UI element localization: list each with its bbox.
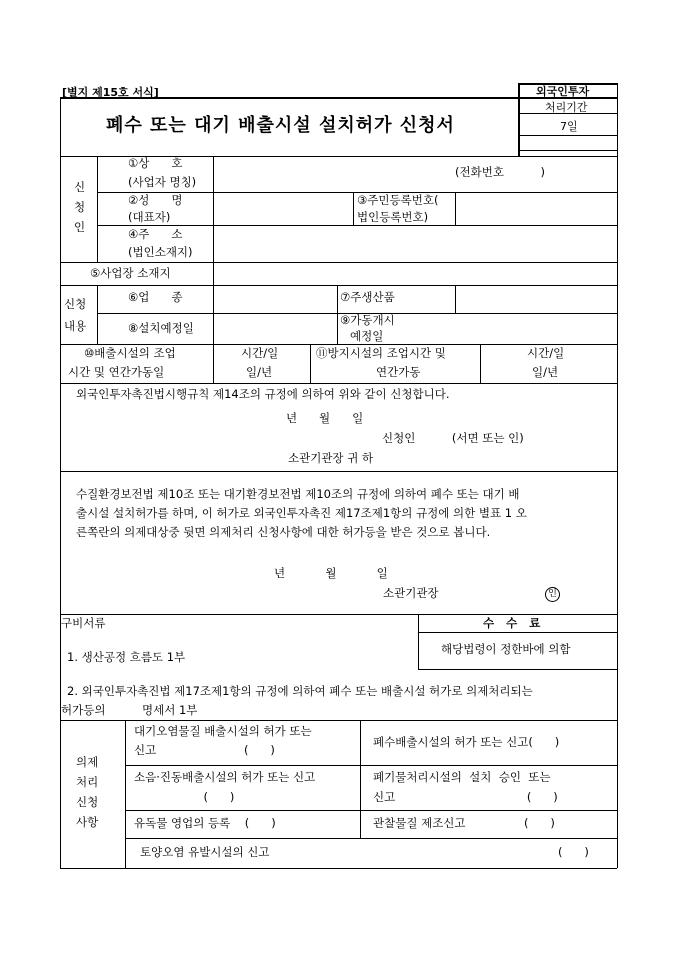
business-name-label: ①상 호 (128, 156, 183, 170)
deemed-soil-pollution-check: ( ) (558, 845, 589, 859)
emission-facility-hours-label: ⑩배출시설의 조업 (84, 346, 176, 360)
main-product-label: ⑦주생산품 (340, 290, 395, 304)
deemed-observation-substance-item: 관찰물질 제조신고 ( ) (373, 816, 555, 830)
deemed-waste-facility-item-cont: 신고 ( ) (373, 790, 558, 804)
document-item-2: 2. 외국인투자촉진법 제17조제1항의 규정에 의하여 폐수 또는 배출시설 허가로 의제처리되는 (67, 684, 533, 698)
approval-text-line: 수질환경보전법 제10조 또는 대기환경보전법 제10조의 규정에 의하여 폐수 또는 대기 배 (76, 487, 520, 501)
document-item-1: 1. 생산공정 흐름도 1부 (67, 650, 186, 664)
required-documents-header: 구비서류 (61, 616, 106, 630)
registration-number-sublabel: 법인등록번호) (357, 210, 429, 224)
official-seal: 인 (545, 587, 560, 602)
deemed-noise-vibration-item-cont: ( ) (134, 790, 235, 804)
declaration-addressee: 소관기관장 귀 하 (288, 451, 374, 465)
site-location-label: ⑤사업장 소재지 (90, 266, 171, 280)
deemed-waste-facility-item: 폐기물처리시설의 설치 승인 또는 (373, 770, 551, 784)
emission-hours-unit: 시간/일 (241, 346, 279, 360)
processing-period-label: 처리기간 (545, 101, 588, 114)
deemed-soil-pollution-item: 토양오염 유발시설의 신고 (140, 845, 270, 859)
prevention-facility-hours-sublabel: 연간가동 (376, 365, 421, 379)
approval-text-line: 출시설 설치허가를 하며, 이 허가로 외국인투자촉진 제17조제1항의 규정에 의한 별표 1 오 (76, 506, 527, 520)
address-label: ④주 소 (128, 227, 183, 241)
form-title: 폐수 또는 대기 배출시설 설치허가 신청서 (106, 115, 455, 136)
applicant-signature-line: 신청인 (서면 또는 인) (382, 431, 524, 445)
business-name-sublabel: (사업자 명칭) (128, 175, 197, 189)
approval-official: 소관기관장 (383, 586, 439, 600)
approval-text-line: 른쪽란의 의제대상중 뒷면 의제처리 신청사항에 대한 허가등을 받은 것으로 봅니다. (76, 525, 491, 539)
declaration-text: 외국인투자촉진법시행규칙 제14조의 규정에 의하여 위와 같이 신청합니다. (76, 387, 450, 401)
form-number-label: [별지 제15호 서식] (62, 86, 159, 99)
declaration-date: 년 월 일 (286, 411, 364, 425)
operation-start-sublabel: 예정일 (350, 329, 384, 343)
deemed-toxic-business-item: 유독물 영업의 등록 ( ) (134, 816, 276, 830)
emission-facility-hours-sublabel: 시간 및 연간가동일 (68, 365, 165, 379)
prevention-hours-unit: 시간/일 (527, 346, 565, 360)
industry-label: ⑥업 종 (128, 290, 183, 304)
prevention-days-unit: 일/년 (532, 365, 559, 379)
processing-period-value: 7일 (560, 120, 578, 133)
registration-number-label: ③주민등록번호( (357, 193, 439, 207)
prevention-facility-hours-label: ⑪방지시설의 조업시간 및 (316, 346, 446, 360)
install-date-label: ⑧설치예정일 (128, 321, 194, 335)
deemed-wastewater-item: 폐수배출시설의 허가 또는 신고( ) (373, 735, 560, 749)
representative-sublabel: (대표자) (128, 210, 171, 224)
fee-value: 해당법령이 정한바에 의함 (441, 642, 571, 656)
address-sublabel: (법인소재지) (128, 245, 193, 259)
deemed-noise-vibration-item: 소음·진동배출시설의 허가 또는 신고 (134, 770, 316, 784)
category-label: 외국인투자 (536, 85, 590, 98)
representative-label: ②성 명 (128, 193, 183, 207)
emission-days-unit: 일/년 (246, 365, 273, 379)
deemed-air-emission-item: 대기오염물질 배출시설의 허가 또는 (134, 724, 312, 738)
operation-start-label: ⑨가동개시 (340, 313, 395, 327)
deemed-air-emission-item-cont: 신고 ( ) (134, 743, 275, 757)
approval-date: 년 월 일 (274, 566, 388, 580)
document-item-2-continued: 허가등의 명세서 1부 (61, 703, 198, 717)
phone-label: (전화번호 ) (455, 165, 545, 179)
fee-header: 수 수 료 (483, 616, 541, 630)
